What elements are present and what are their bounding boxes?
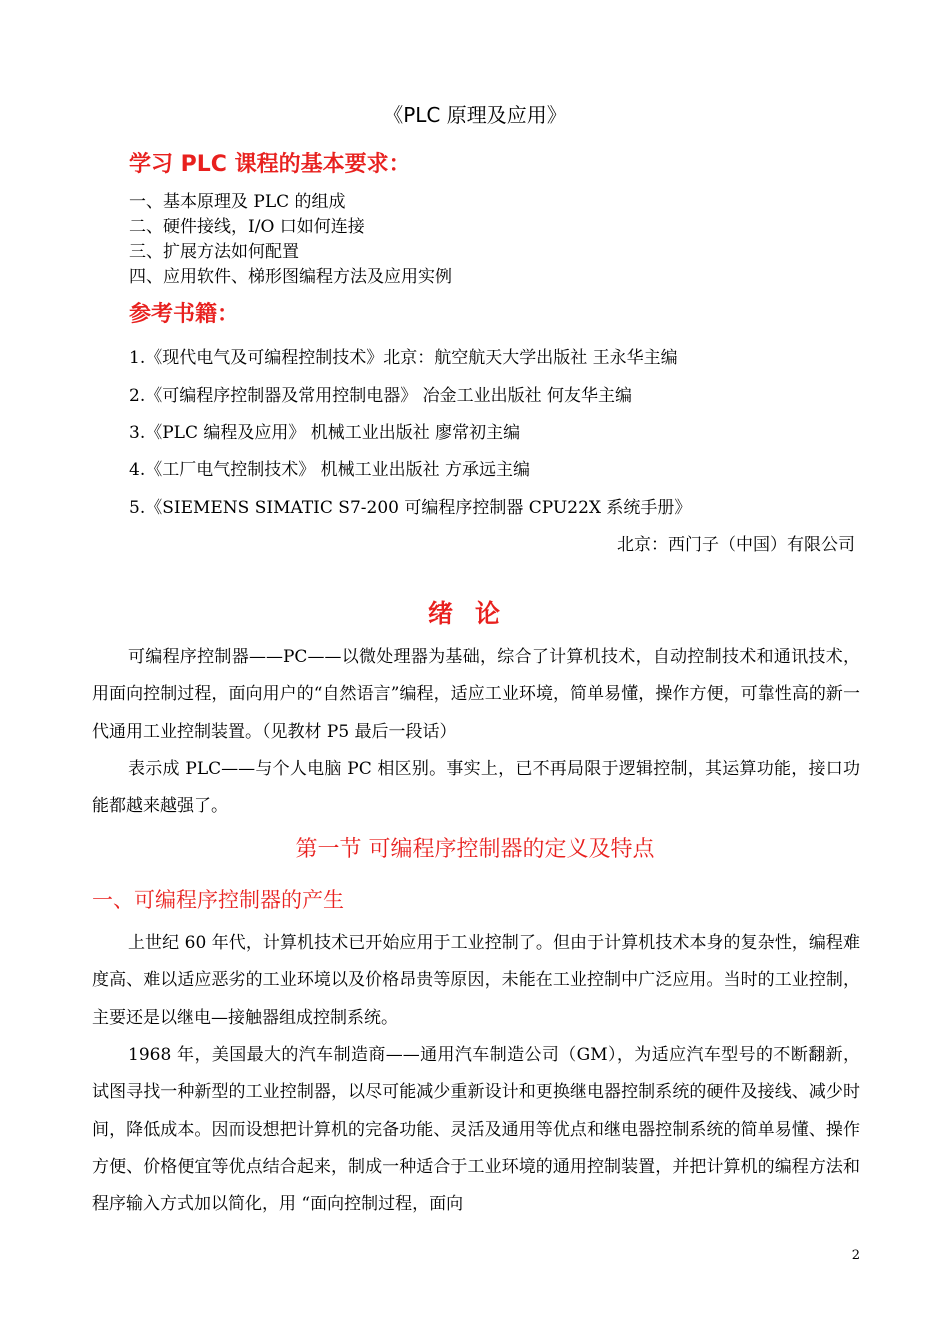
- reference-item-3: 3.《PLC 编程及应用》 机械工业出版社 廖常初主编: [129, 423, 521, 443]
- document-title: 《PLC 原理及应用》: [383, 103, 567, 127]
- reference-item-2: 2.《可编程序控制器及常用控制电器》 冶金工业出版社 何友华主编: [129, 386, 633, 406]
- section-1-title: 第一节 可编程序控制器的定义及特点: [295, 837, 655, 862]
- section-1-paragraph-1: 上世纪 60 年代，计算机技术已开始应用于工业控制了。但由于计算机技术本身的复杂性，编程难度高、难以适应恶劣的工业环境以及价格昂贵等原因，未能在工业控制中广泛应用。当时的工业控制，主要还是以继电—接触器组成控制系统。: [92, 933, 860, 1028]
- section-1-subheading: 一、可编程序控制器的产生: [92, 888, 344, 912]
- intro-paragraph-2: 表示成 PLC——与个人电脑 PC 相区别。事实上，已不再局限于逻辑控制，其运算功能，接口功能都越来越强了。: [92, 759, 860, 817]
- reference-item-4: 4.《工厂电气控制技术》 机械工业出版社 方承远主编: [129, 460, 531, 480]
- requirement-item-4: 四、应用软件、梯形图编程方法及应用实例: [129, 267, 452, 287]
- requirements-heading: 学习 PLC 课程的基本要求：: [129, 152, 411, 177]
- intro-paragraph-1: 可编程序控制器——PC——以微处理器为基础，综合了计算机技术，自动控制技术和通讯技术，用面向控制过程，面向用户的“自然语言”编程，适应工业环境，简单易懂，操作方便，可靠性高的新一代通用工业控制装置。（见教材 P5 最后一段话）: [92, 647, 860, 742]
- reference-item-5: 5.《SIEMENS SIMATIC S7-200 可编程序控制器 CPU22X 系统手册》: [129, 498, 692, 518]
- page-number: 2: [851, 1248, 860, 1263]
- reference-item-1: 1.《现代电气及可编程控制技术》北京：航空航天大学出版社 王永华主编: [129, 348, 678, 368]
- requirement-item-1: 一、基本原理及 PLC 的组成: [129, 192, 346, 212]
- references-heading: 参考书籍：: [129, 302, 240, 327]
- requirement-item-3: 三、扩展方法如何配置: [129, 242, 299, 262]
- section-1-paragraph-2: 1968 年，美国最大的汽车制造商——通用汽车制造公司（GM），为适应汽车型号的不断翻新，试图寻找一种新型的工业控制器，以尽可能减少重新设计和更换继电器控制系统的硬件及接线、减少时间，降低成本。因而设想把计算机的完备功能、灵活及通用等优点和继电器控制系统的简单易懂、操作方便、价格便宜等优点结合起来，制成一种适合于工业环境的通用控制装置，并把计算机的编程方法和程序输入方式加以简化，用 “面向控制过程，面向: [92, 1045, 860, 1215]
- intro-title: 绪论: [427, 599, 522, 628]
- reference-publisher: 北京：西门子（中国）有限公司: [617, 535, 855, 555]
- requirement-item-2: 二、硬件接线，I/O 口如何连接: [129, 217, 365, 237]
